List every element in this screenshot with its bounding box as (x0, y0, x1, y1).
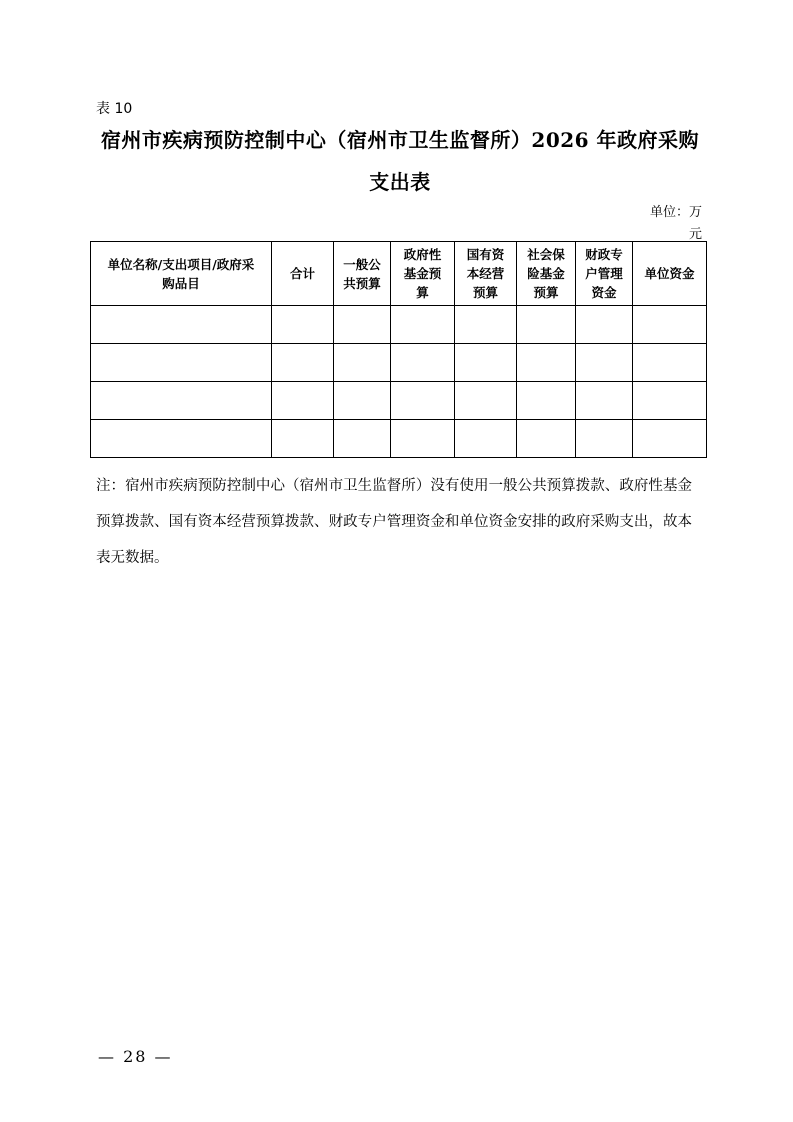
table-cell (272, 382, 334, 420)
table-cell (576, 306, 633, 344)
table-cell (91, 344, 272, 382)
table-cell (334, 420, 391, 458)
table-cell (91, 420, 272, 458)
table-number: 表 10 (96, 101, 133, 117)
col-header-unit-funds: 单位资金 (633, 242, 707, 306)
page-title: 宿州市疾病预防控制中心（宿州市卫生监督所）2026 年政府采购 (100, 128, 700, 152)
table-cell (334, 382, 391, 420)
table-cell (517, 306, 576, 344)
table-cell (455, 420, 517, 458)
page-title-line2: 支出表 (369, 170, 431, 194)
table-cell (633, 382, 707, 420)
table-cell (391, 420, 455, 458)
col-header-total: 合计 (272, 242, 334, 306)
table-cell (576, 344, 633, 382)
table-header-row (91, 242, 707, 306)
table-cell (391, 382, 455, 420)
col-header-state-capital-budget: 国有资本经营预算 (455, 242, 517, 306)
table-cell (272, 306, 334, 344)
table-row (91, 382, 707, 420)
table-cell (91, 382, 272, 420)
col-header-social-insurance-budget: 社会保险基金预算 (517, 242, 576, 306)
table-cell (272, 420, 334, 458)
table-cell (455, 306, 517, 344)
table-cell (455, 344, 517, 382)
table-cell (455, 382, 517, 420)
table-cell (272, 344, 334, 382)
table-cell (633, 344, 707, 382)
table-cell (576, 382, 633, 420)
table-note: 注：宿州市疾病预防控制中心（宿州市卫生监督所）没有使用一般公共预算拨款、政府性基金预算拨款、国有资本经营预算拨款、财政专户管理资金和单位资金安排的政府采购支出，故本表无数据。 (96, 478, 692, 566)
procurement-table (90, 241, 707, 458)
table-cell (633, 306, 707, 344)
table-cell (391, 344, 455, 382)
col-header-unit-name: 单位名称/支出项目/政府采购品目 (91, 242, 272, 306)
table-row (91, 306, 707, 344)
table-cell (517, 420, 576, 458)
col-header-gov-fund-budget: 政府性基金预算 (391, 242, 455, 306)
table-cell (517, 382, 576, 420)
table-cell (334, 344, 391, 382)
col-header-special-account-funds: 财政专户管理资金 (576, 242, 633, 306)
table-cell (517, 344, 576, 382)
table-row (91, 344, 707, 382)
unit-label: 单位：万元 (649, 205, 702, 242)
table-cell (391, 306, 455, 344)
col-header-general-budget: 一般公共预算 (334, 242, 391, 306)
table-cell (633, 420, 707, 458)
table-cell (91, 306, 272, 344)
page-number: — 28 — (98, 1047, 173, 1066)
table-cell (334, 306, 391, 344)
table-cell (576, 420, 633, 458)
table-row (91, 420, 707, 458)
